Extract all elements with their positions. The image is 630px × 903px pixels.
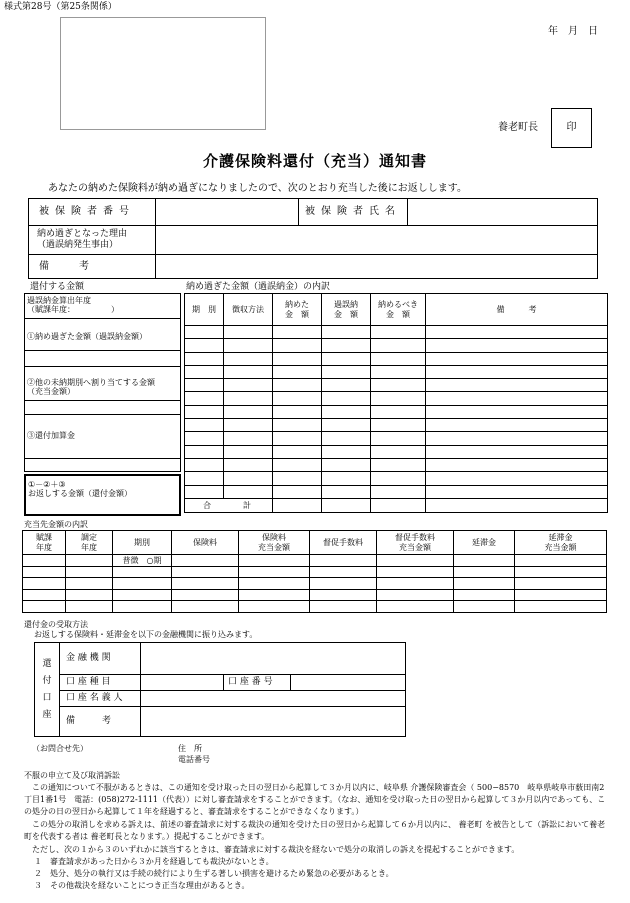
overpaid-row: [185, 326, 608, 339]
allocation-row: [23, 578, 607, 590]
appeal-conditions: [34, 856, 394, 892]
allocation-col-5: 督促手数料: [310, 531, 377, 555]
allocation-col-0: 賦課 年度: [23, 531, 66, 555]
intro-text: あなたの納めた保険料が納め過ぎになりましたので、次のとおり充当した後にお返しします。: [48, 183, 467, 194]
seal-box: 印: [551, 108, 592, 148]
overpaid-row: [185, 339, 608, 352]
insured-name-label: 被保険者氏名: [299, 199, 408, 226]
account-remarks-label: 備 考: [60, 707, 141, 737]
overpaid-table: [184, 293, 608, 513]
allocation-row: [23, 601, 607, 613]
insured-info-table: [28, 198, 598, 279]
overpaid-row: [185, 405, 608, 418]
col-paid: 納めた 金 額: [273, 294, 322, 326]
date-label: 年 月 日: [548, 26, 598, 37]
refund-box: [24, 293, 181, 459]
overpaid-row: [185, 392, 608, 405]
overpaid-row: [185, 458, 608, 471]
col-overpaid: 過誤納 金 額: [322, 294, 371, 326]
condition-item: １ 審査請求があった日から３か月を経過しても裁決がないとき。: [34, 857, 274, 866]
account-remarks-value: [141, 707, 406, 737]
refund-interest-label: ③還付加算金: [27, 431, 75, 440]
refund-section-title: 還付する金額: [30, 282, 85, 292]
allocation-col-7: 延滞金: [454, 531, 515, 555]
document-title: 介護保険料還付（充当）通知書: [202, 152, 427, 170]
overpaid-section-title: 納め過ぎた金額（過誤納金）の内訳: [186, 282, 331, 292]
condition-item: ２ 処分、処分の執行又は手続の続行により生ずる著しい損害を避けるため緊急の必要があるとき。: [34, 869, 394, 878]
allocation-section-title: 充当先金額の内訳: [24, 520, 88, 529]
contact-address-label: 住 所: [178, 744, 202, 753]
overpaid-amount-label: ①納め過ぎた金額（過誤納金額）: [27, 332, 147, 341]
contact-phone-label: 電話番号: [178, 755, 210, 764]
bank-label: 金 融 機 関: [60, 643, 141, 675]
allocation-col-2: 期別: [113, 531, 172, 555]
insured-name-value: [408, 199, 598, 226]
allocation-col-6: 督促手数料 充当金額: [377, 531, 454, 555]
appeal-para-1: この通知について不服があるときは、この通知を受け取った日の翌日から起算して３か月以内に、岐阜県 介護保険審査会（ 500−8570 岐阜県岐阜市薮田南2丁目1番1号 電話：(058)272-1111（代表））に対し審査請求をすることができます。（なお、通知を受け取った日の翌日から起算して３か月以内であっても、この処分の日の翌日から起算して１年を経過すると、審査請求をすることができなくなります。）: [24, 783, 606, 816]
condition-item: ３ その他裁決を経ないことにつき正当な理由があるとき。: [34, 881, 250, 890]
appeal-para-2: この処分の取消しを求める訴えは、前述の審査請求に対する裁決の通知を受けた日の翌日から起算して６か月以内に、 養老町 を被告として（訴訟において養老町を代表する者は 養老町長となります。）提起することができます。: [24, 820, 606, 841]
reason-value: [156, 226, 598, 255]
col-due: 納めるべき 金 額: [371, 294, 426, 326]
bank-value: [141, 643, 406, 675]
overpaid-row: [185, 472, 608, 485]
overpaid-row: [185, 445, 608, 458]
overpaid-row: [185, 419, 608, 432]
account-holder-value: [141, 691, 406, 707]
total-label: 合 計: [185, 498, 273, 512]
allocation-col-4: 保険料 充当金額: [239, 531, 310, 555]
allocation-col-3: 保険料: [172, 531, 239, 555]
account-type-label: 口 座 種 目: [60, 675, 141, 691]
refund-total-box: ①－②＋③ お返しする金額（還付金額）: [24, 474, 181, 516]
contact-label: （お問合せ先）: [32, 744, 88, 753]
appeal-title: 不服の申立て及び取消訴訟: [24, 771, 120, 780]
account-type-value: [141, 675, 224, 691]
allocation-period-cell: 普徴 ○期: [113, 555, 172, 567]
overpaid-row: [185, 379, 608, 392]
col-period: 期 別: [185, 294, 224, 326]
info-remarks-label: 備 考: [29, 255, 156, 279]
insured-number-value: [156, 199, 299, 226]
allocation-table: [22, 530, 607, 613]
account-table: [34, 642, 406, 737]
overpaid-row: [185, 365, 608, 378]
appeal-para-3: ただし、次の１から３のいずれかに該当するときは、審査請求に対する裁決を経ないで処分の取消しの訴えを提起することができます。: [32, 845, 520, 854]
account-holder-label: 口 座 名 義 人: [60, 691, 141, 707]
allocation-col-1: 調定 年度: [66, 531, 113, 555]
fiscal-year-label: 過誤納金算出年度 （賦課年度： ）: [27, 296, 119, 315]
address-window: [60, 17, 266, 130]
issuer-name: 養老町長: [498, 122, 538, 133]
allocation-col-8: 延滞金 充当金額: [515, 531, 607, 555]
col-remarks: 備 考: [426, 294, 608, 326]
info-remarks-value: [156, 255, 598, 279]
allocation-row: [23, 566, 607, 578]
receipt-instruction: お返しする保険料・延滞金を以下の金融機関に振り込みます。: [34, 630, 258, 639]
insured-number-label: 被保険者番号: [29, 199, 156, 226]
reason-label: 納め過ぎとなった理由 （過誤納発生事由）: [29, 226, 156, 255]
account-number-label: 口 座 番 号: [224, 675, 291, 691]
receipt-section-title: 還付金の受取方法: [24, 620, 88, 629]
overpaid-row: [185, 485, 608, 498]
account-number-value: [291, 675, 406, 691]
refund-account-label: 還 付 口 座: [35, 643, 60, 737]
overpaid-row: [185, 352, 608, 365]
overpaid-row: [185, 432, 608, 445]
allocation-row: [23, 589, 607, 601]
form-number: 様式第28号（第25条関係）: [4, 2, 117, 12]
allocation-row: [23, 555, 607, 567]
allocated-amount-label: ②他の未納期別へ割り当てする金額 （充当金額）: [27, 378, 155, 397]
col-method: 徴収方法: [224, 294, 273, 326]
